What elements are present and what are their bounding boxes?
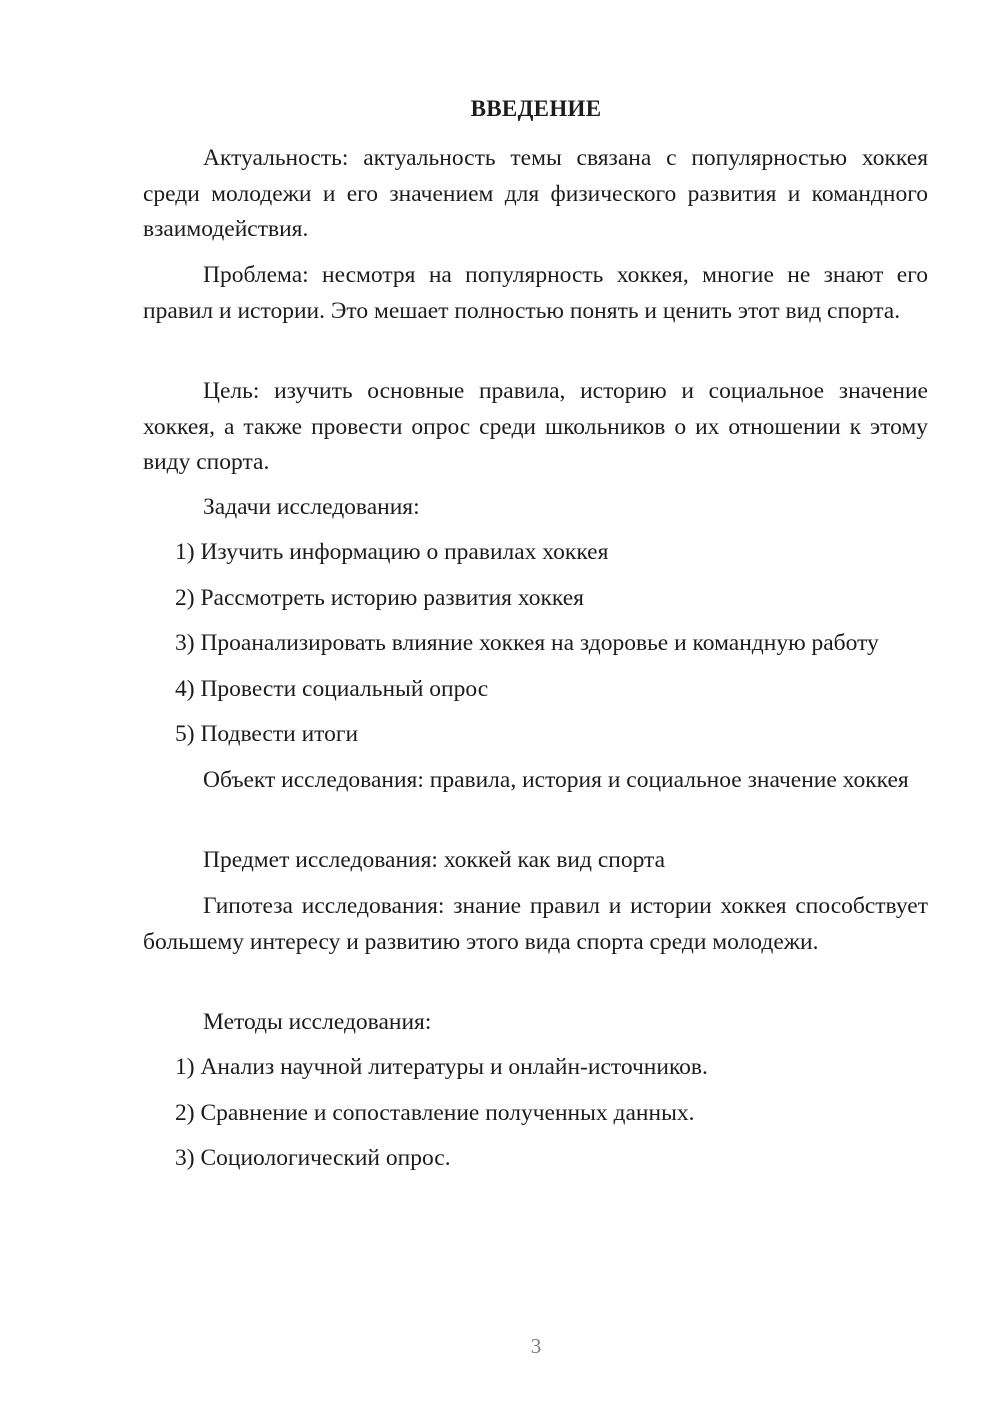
page-title: ВВЕДЕНИЕ <box>470 96 602 121</box>
goal-paragraph: Цель: изучить основные правила, историю и социальное значение хоккея, а также провести опрос среди школьников о их отношении к этому виду спорта. <box>143 378 928 475</box>
methods-heading-block <box>143 1005 928 1041</box>
object-paragraph: Объект исследования: правила, история и социальное значение хоккея <box>203 767 909 793</box>
subject-paragraph: Предмет исследования: хоккей как вид спорта <box>203 847 666 873</box>
list-item: 1) Изучить информацию о правилах хоккея <box>175 539 609 565</box>
subject-block <box>143 843 928 879</box>
tasks-list <box>143 535 928 571</box>
relevance-paragraph: Актуальность: актуальность темы связана с популярностью хоккея среди молодежи и его значением для физического развития и командного взаимодействия. <box>143 145 928 242</box>
tasks-heading: Задачи исследования: <box>203 494 420 520</box>
list-item: 1) Анализ научной литературы и онлайн-источников. <box>175 1054 708 1080</box>
tasks-list-row-2 <box>143 581 928 617</box>
tasks-heading-block <box>143 490 928 526</box>
page-number: 3 <box>530 1334 542 1358</box>
hypothesis-block <box>143 889 928 960</box>
methods-list-row-2 <box>143 1096 928 1132</box>
list-item: 4) Провести социальный опрос <box>175 676 489 702</box>
methods-heading: Методы исследования: <box>203 1009 432 1035</box>
list-item: 3) Социологический опрос. <box>175 1145 451 1171</box>
list-item: 5) Подвести итоги <box>175 721 359 747</box>
hypothesis-paragraph: Гипотеза исследования: знание правил и истории хоккея способствует большему интересу и развитию этого вида спорта среди молодежи. <box>143 893 928 955</box>
list-item: 2) Сравнение и сопоставление полученных данных. <box>175 1100 695 1126</box>
list-item: 2) Рассмотреть историю развития хоккея <box>175 585 584 611</box>
tasks-list-row-3 <box>143 626 928 662</box>
tasks-list-row-5 <box>143 717 928 753</box>
goal-block <box>143 374 928 481</box>
methods-list-row-3 <box>143 1141 928 1177</box>
problem-paragraph: Проблема: несмотря на популярность хоккея, многие не знают его правил и истории. Это мешает полностью понять и ценить этот вид спорта. <box>143 262 928 324</box>
list-item: 3) Проанализировать влияние хоккея на здоровье и командную работу <box>175 630 879 656</box>
tasks-list-row-4 <box>143 672 928 708</box>
methods-list <box>143 1050 928 1086</box>
object-block <box>143 763 928 799</box>
intro-paragraphs <box>143 141 928 248</box>
problem-block <box>143 258 928 329</box>
